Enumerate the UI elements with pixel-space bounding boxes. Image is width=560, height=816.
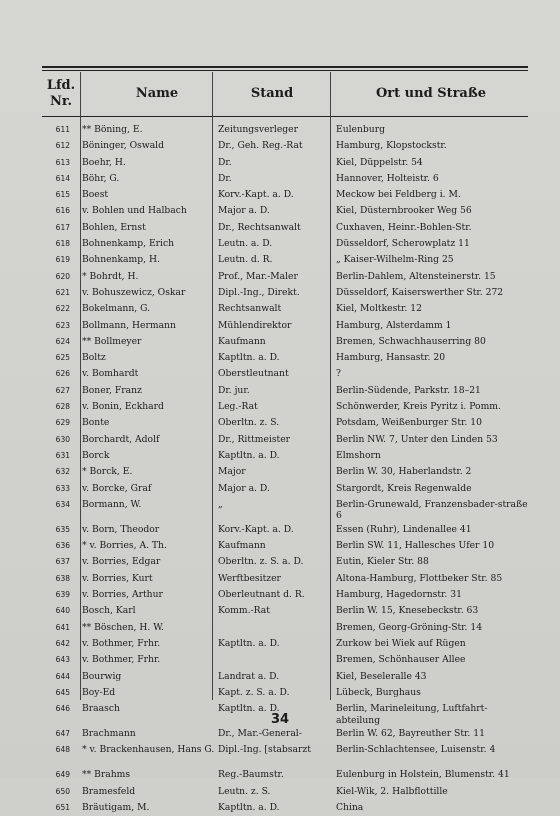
entry-address: Bremen, Schwachhauserring 80: [336, 335, 486, 347]
entry-name: Braasch: [82, 703, 120, 715]
entry-stand: Mühlendirektor: [218, 319, 292, 331]
table-row: [42, 652, 528, 668]
table-row: [42, 571, 528, 587]
table-row: [42, 366, 528, 382]
entry-stand: Komm.-Rat: [218, 605, 270, 617]
table-row: [42, 464, 528, 480]
entry-address: Berlin, Marineleitung, Luftfahrt-abteilung: [336, 703, 488, 726]
entry-number: 623: [55, 320, 70, 330]
entry-number: 646: [55, 704, 70, 714]
table-row: [42, 383, 528, 399]
entry-stand: Leutn. z. S.: [218, 785, 271, 797]
entry-number: 644: [55, 671, 70, 681]
entry-stand: Dr.: [218, 156, 232, 168]
table-row: [42, 432, 528, 448]
page-number: 34: [270, 712, 290, 727]
entry-number: 617: [55, 222, 70, 232]
entry-name: v. Bothmer, Frhr.: [82, 654, 161, 666]
entry-address: Berlin W. 30, Haberlandstr. 2: [336, 466, 472, 478]
entry-number: 624: [55, 336, 70, 346]
header-stand: Stand: [250, 86, 294, 101]
entry-stand: Oberltn. z. S.: [218, 417, 280, 429]
entry-name: ** Böschen, H. W.: [82, 621, 164, 633]
entry-address: Düsseldorf, Scherowplatz 11: [336, 238, 470, 250]
table-row: [42, 285, 528, 301]
entry-stand: Dr. jur.: [218, 384, 250, 396]
entry-address: „ Kaiser-Wilhelm-Ring 25: [336, 254, 454, 266]
entry-address: Berlin SW. 11, Hallesches Ufer 10: [336, 540, 495, 552]
table-row: [42, 269, 528, 285]
entry-name: * v. Brackenhausen, Hans G.: [82, 744, 215, 756]
entry-address: Berlin-Südende, Parkstr. 18–21: [336, 384, 481, 396]
entry-address: Berlin-Schlachtensee, Luisenstr. 4: [336, 744, 496, 756]
table-row: [42, 138, 528, 154]
table-row: [42, 187, 528, 203]
entry-name: v. Bohlen und Halbach: [82, 205, 187, 217]
entry-number: 630: [55, 434, 70, 444]
table-row: [42, 538, 528, 554]
entry-stand: Leutn. d. R.: [218, 254, 273, 266]
entry-stand: Dipl.-Ing., Direkt.: [218, 286, 300, 298]
entry-number: 636: [55, 541, 70, 551]
entry-number: 634: [55, 499, 70, 509]
entry-stand: Kapt. z. S. a. D.: [218, 686, 290, 698]
table-row: [42, 685, 528, 701]
entry-stand: Major: [218, 466, 246, 478]
entry-stand: Leg.-Rat: [218, 401, 258, 413]
entry-name: Boehr, H.: [82, 156, 126, 168]
entry-number: 642: [55, 638, 70, 648]
table-row: [42, 155, 528, 171]
table-row: [42, 301, 528, 317]
entry-stand: Kaptltn. a. D.: [218, 637, 280, 649]
entry-stand: Kaptltn. a. D.: [218, 352, 280, 364]
entry-number: 635: [55, 524, 70, 534]
entry-stand: Werftbesitzer: [218, 572, 281, 584]
entry-address: Hamburg, Hansastr. 20: [336, 352, 446, 364]
entry-name: v. Bomhardt: [82, 368, 139, 380]
entry-address: Bremen, Georg-Gröning-Str. 14: [336, 621, 483, 633]
entry-number: 629: [55, 418, 70, 428]
table-row: [42, 171, 528, 187]
entry-stand: Dr., Geh. Reg.-Rat: [218, 140, 303, 152]
entry-name: Brachmann: [82, 728, 136, 740]
entry-address: Berlin-Dahlem, Altensteinerstr. 15: [336, 270, 496, 282]
entry-address: Eulenburg in Holstein, Blumenstr. 41: [336, 769, 510, 781]
header-nr: Lfd. Nr.: [46, 78, 76, 109]
entry-name: Bourwig: [82, 670, 122, 682]
entry-name: ** Böning, E.: [82, 124, 143, 135]
entry-stand: Major a. D.: [218, 205, 270, 217]
table-row: [42, 636, 528, 652]
table-row: [42, 318, 528, 334]
entry-name: Bohlen, Ernst: [82, 221, 146, 233]
entry-stand: Oberltn. z. S. a. D.: [218, 556, 304, 568]
entry-address: Kiel-Wik, 2. Halbflottille: [336, 785, 448, 797]
table-row: [42, 620, 528, 636]
entry-address: Eulenburg: [336, 124, 385, 135]
entry-stand: Kaptltn. a. D.: [218, 449, 280, 461]
entry-name: Boy-Ed: [82, 686, 116, 698]
table-row: [42, 399, 528, 415]
entry-stand: Dr.: [218, 172, 232, 184]
entry-name: Bosch, Karl: [82, 605, 136, 617]
entry-number: 638: [55, 573, 70, 583]
table-row: [42, 350, 528, 366]
entry-stand: Dr., Rechtsanwalt: [218, 221, 301, 233]
entry-number: 625: [55, 353, 70, 363]
table-row: [42, 603, 528, 619]
entry-address: Kiel, Beseleralle 43: [336, 670, 427, 682]
entry-number: 631: [55, 450, 70, 460]
entry-address: Berlin-Grunewald, Franzensbader-straße 6: [336, 498, 528, 522]
table-row: [42, 742, 528, 767]
entry-number: 640: [55, 606, 70, 616]
entry-address: Essen (Ruhr), Lindenallee 41: [336, 523, 472, 535]
entry-number: 619: [55, 255, 70, 265]
entry-address: Zurkow bei Wiek auf Rügen: [336, 637, 466, 649]
entry-number: 611: [55, 125, 70, 134]
entry-number: 614: [55, 173, 70, 183]
table-row: [42, 334, 528, 350]
entry-name: v. Bonin, Eckhard: [82, 401, 164, 413]
table-row: [42, 784, 528, 800]
entry-stand: Zeitungsverleger: [218, 124, 298, 135]
entry-name: Bohnenkamp, H.: [82, 254, 160, 266]
table-row: [42, 236, 528, 252]
entry-stand: Dr., Mar.-General-: [218, 728, 302, 740]
entry-name: Borck: [82, 449, 110, 461]
entry-number: 645: [55, 687, 70, 697]
entry-stand: Dr., Rittmeister: [218, 433, 291, 445]
entry-number: 637: [55, 557, 70, 567]
entry-name: Bollmann, Hermann: [82, 319, 176, 331]
entry-number: 641: [55, 622, 70, 632]
entry-address: Düsseldorf, Kaiserswerther Str. 272: [336, 286, 504, 298]
entry-stand: Oberstleutnant: [218, 368, 289, 380]
table-row: [42, 800, 528, 816]
entry-address: Altona-Hamburg, Flottbeker Str. 85: [336, 572, 503, 584]
entry-name: v. Bohuszewicz, Oskar: [82, 286, 186, 298]
entry-number: 626: [55, 369, 70, 379]
entry-address: Elmshorn: [336, 449, 381, 461]
entry-number: 616: [55, 206, 70, 216]
table-row: [42, 220, 528, 236]
table-row: [42, 415, 528, 431]
entry-name: * Borck, E.: [82, 466, 133, 478]
entry-number: 627: [55, 385, 70, 395]
entry-stand: Dipl.-Ing. [stabsarzt: [218, 744, 311, 756]
entry-name: ** Bollmeyer: [82, 335, 142, 347]
entry-number: 622: [55, 304, 70, 314]
entry-number: 612: [55, 141, 70, 151]
entry-stand: Korv.-Kapt. a. D.: [218, 523, 294, 535]
entry-name: v. Born, Theodor: [82, 523, 160, 535]
table-row: [42, 448, 528, 464]
entry-stand: Kaufmann: [218, 335, 266, 347]
entry-number: 650: [55, 786, 70, 796]
entry-address: Hamburg, Alsterdamm 1: [336, 319, 452, 331]
table-row: [42, 669, 528, 685]
entry-number: 651: [55, 802, 70, 812]
table-row: [42, 554, 528, 570]
table-row: [42, 497, 528, 522]
entry-stand: Prof., Mar.-Maler: [218, 270, 298, 282]
entry-number: 613: [55, 157, 70, 167]
entry-address: Meckow bei Feldberg i. M.: [336, 189, 461, 201]
entry-address: Kiel, Düppelstr. 54: [336, 156, 423, 168]
entry-number: 649: [55, 770, 70, 780]
entry-stand: Landrat a. D.: [218, 670, 280, 682]
table-row: [42, 481, 528, 497]
header-ort: Ort und Straße: [375, 86, 487, 101]
entry-name: Böhr, G.: [82, 172, 120, 184]
table-row: [42, 203, 528, 219]
entry-address: Hamburg, Hagedornstr. 31: [336, 589, 462, 601]
entry-name: v. Bothmer, Frhr.: [82, 637, 161, 649]
entry-number: 647: [55, 729, 70, 739]
entry-address: Lübeck, Burghaus: [336, 686, 421, 698]
table-header: [42, 72, 528, 116]
entry-number: 643: [55, 655, 70, 665]
entry-stand: Oberleutnant d. R.: [218, 589, 305, 601]
entry-stand: Kaptltn. a. D.: [218, 703, 280, 715]
entry-address: Hannover, Holteistr. 6: [336, 172, 439, 184]
entry-number: 648: [55, 745, 70, 755]
entry-address: Schönwerder, Kreis Pyritz i. Pomm.: [336, 401, 501, 413]
top-rule-thin: [42, 70, 528, 71]
entry-address: Berlin W. 15, Knesebeckstr. 63: [336, 605, 479, 617]
entry-stand: „: [218, 498, 223, 510]
entry-number: 618: [55, 239, 70, 249]
entry-stand: Kaufmann: [218, 540, 266, 552]
entry-name: Bonte: [82, 417, 110, 429]
entry-name: v. Borcke, Graf: [82, 482, 152, 494]
entry-address: Bremen, Schönhauser Allee: [336, 654, 466, 666]
header-rule: [42, 116, 528, 117]
entry-address: Kiel, Düsternbrooker Weg 56: [336, 205, 472, 217]
table-row: [42, 522, 528, 538]
entry-stand: Leutn. a. D.: [218, 238, 273, 250]
entry-name: ** Brahms: [82, 769, 131, 781]
entry-number: 633: [55, 483, 70, 493]
entry-name: * Bohrdt, H.: [82, 270, 139, 282]
entry-name: v. Borries, Arthur: [82, 589, 163, 601]
entry-name: Bokelmann, G.: [82, 303, 151, 315]
entry-stand: Reg.-Baumstr.: [218, 769, 284, 781]
entry-name: v. Borries, Kurt: [82, 572, 153, 584]
entry-stand: Korv.-Kapt. a. D.: [218, 189, 294, 201]
entry-number: 632: [55, 467, 70, 477]
entry-name: Bormann, W.: [82, 498, 142, 510]
entry-address: Hamburg, Klopstockstr.: [336, 140, 447, 152]
entry-number: 639: [55, 590, 70, 600]
entry-name: * v. Borries, A. Th.: [82, 540, 167, 552]
entry-stand: Kaptltn. a. D.: [218, 801, 280, 813]
entry-name: Bohnenkamp, Erich: [82, 238, 175, 250]
table-row: [42, 252, 528, 268]
table-row: [42, 122, 528, 138]
entry-address: Berlin NW. 7, Unter den Linden 53: [336, 433, 498, 445]
entry-address: Kiel, Moltkestr. 12: [336, 303, 422, 315]
entry-name: Böninger, Oswald: [82, 140, 165, 152]
table-row: [42, 587, 528, 603]
entry-name: Boest: [82, 189, 109, 201]
entry-number: 621: [55, 287, 70, 297]
entry-name: Boner, Franz: [82, 384, 142, 396]
table-row: [42, 726, 528, 742]
entry-name: Boltz: [82, 352, 106, 364]
entry-address: Potsdam, Weißenburger Str. 10: [336, 417, 482, 429]
entry-stand: Major a. D.: [218, 482, 270, 494]
entry-number: 620: [55, 271, 70, 281]
entry-address: Cuxhaven, Heinr.-Bohlen-Str.: [336, 221, 472, 233]
table-row: [42, 767, 528, 783]
entry-address: ?: [336, 368, 341, 380]
entry-name: v. Borries, Edgar: [82, 556, 161, 568]
top-rule: [42, 66, 528, 68]
entry-address: Eutin, Kieler Str. 88: [336, 556, 429, 568]
entry-number: 615: [55, 190, 70, 200]
entry-address: Berlin W. 62, Bayreuther Str. 11: [336, 728, 485, 740]
entry-stand: Rechtsanwalt: [218, 303, 282, 315]
entry-number: 628: [55, 402, 70, 412]
entry-name: Bräutigam, M.: [82, 801, 150, 813]
entry-address: China: [336, 801, 364, 813]
entry-address: Stargordt, Kreis Regenwalde: [336, 482, 472, 494]
entry-name: Bramesfeld: [82, 785, 136, 797]
header-name: Name: [135, 86, 179, 101]
entry-name: Borchardt, Adolf: [82, 433, 160, 445]
